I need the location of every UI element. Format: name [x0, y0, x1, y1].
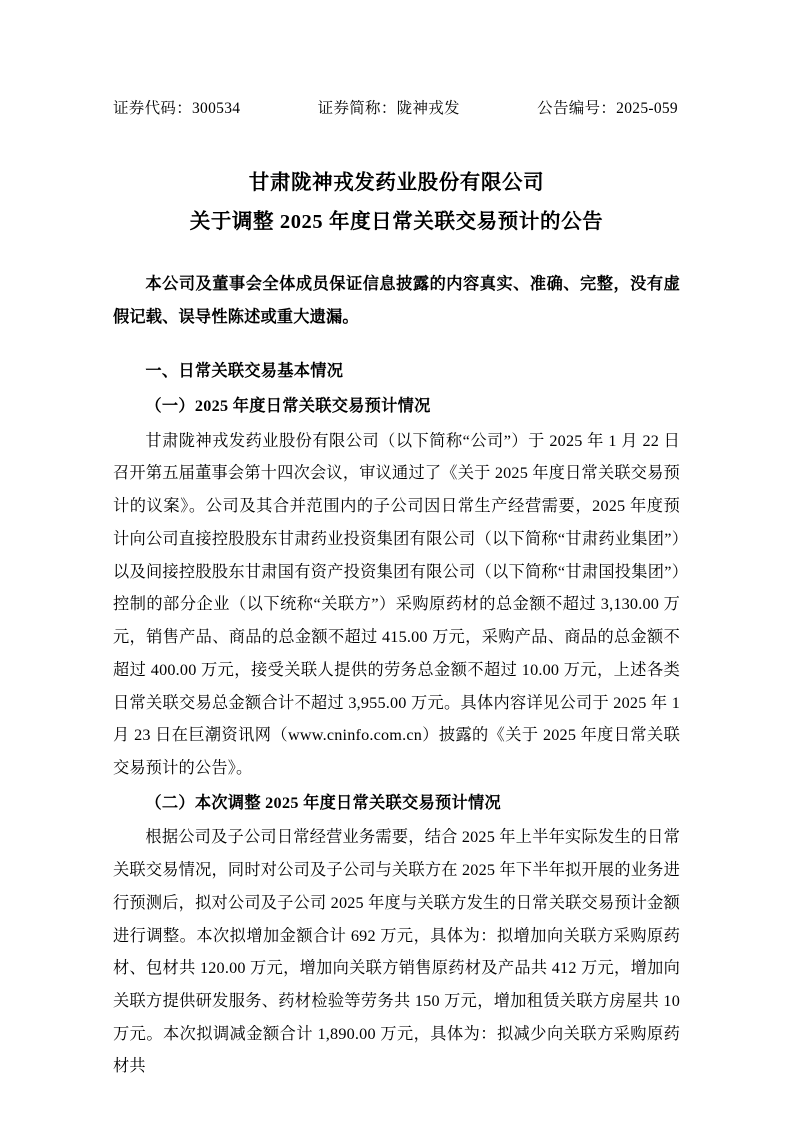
paragraph-1-2: 根据公司及子公司日常经营业务需要，结合 2025 年上半年实际发生的日常关联交易情况，同时对公司及子公司与关联方在 2025 年下半年拟开展的业务进行预测后，拟对公司及子公司 2025 年度与关联方发生的日常关联交易预计金额进行调整。本次拟增加金额合计 692 万元，具体为：拟增加向关联方采购原药材、包材共 120.00 万元，增加向关联方销售原药材及产品共 412 万元，增加向关联方提供研发服务、药材检验等劳务共 150 万元，增加租赁关联方房屋共 10 万元。本次拟调减金额合计 1,890.00 万元，具体为：拟减少向关联方采购原药材共	[113, 828, 680, 1076]
subsection-heading-1-2	[113, 787, 680, 820]
disclosure-statement: 本公司及董事会全体成员保证信息披露的内容真实、准确、完整，没有虚假记载、误导性陈述或重大遗漏。	[113, 274, 680, 326]
paragraph-1-1: 甘肃陇神戎发药业股份有限公司（以下简称“公司”）于 2025 年 1 月 22 日召开第五届董事会第十四次会议，审议通过了《关于 2025 年度日常关联交易预计的议案》。公司及其合并范围内的子公司因日常生产经营需要，2025 年度预计向公司直接控股股东甘肃药业投资集团有限公司（以下简称“甘肃药业集团”）以及间接控股股东甘肃国有资产投资集团有限公司（以下简称“甘肃国投集团”）控制的部分企业（以下统称“关联方”）采购原药材的总金额不超过 3,130.00 万元，销售产品、商品的总金额不超过 415.00 万元，采购产品、商品的总金额不超过 400.00 万元，接受关联人提供的劳务总金额不超过 10.00 万元，上述各类日常关联交易总金额合计不超过 3,955.00 万元。具体内容详见公司于 2025 年 1 月 23 日在巨潮资讯网（www.cninfo.com.cn）披露的《关于 2025 年度日常关联交易预计的公告》。	[113, 431, 680, 777]
document-header	[113, 96, 680, 118]
section-heading-1: 一、日常关联交易基本情况	[145, 362, 344, 381]
subsection-heading-1-1: （一）2025 年度日常关联交易预计情况	[145, 397, 431, 416]
security-code: 证券代码：300534	[113, 100, 241, 117]
notice-number: 公告编号：2025-059	[537, 100, 678, 117]
title-company-line: 甘肃陇神戎发药业股份有限公司	[248, 172, 545, 194]
security-abbreviation: 证券简称：陇神戎发	[317, 100, 460, 117]
page-title	[113, 164, 680, 242]
subsection-heading-1-2-text: 本次调整 2025 年度日常关联交易预计情况	[194, 793, 501, 812]
subsection-heading-1-2-lead: （二）	[145, 793, 195, 812]
title-subject-line: 关于调整 2025 年度日常关联交易预计的公告	[189, 210, 604, 233]
